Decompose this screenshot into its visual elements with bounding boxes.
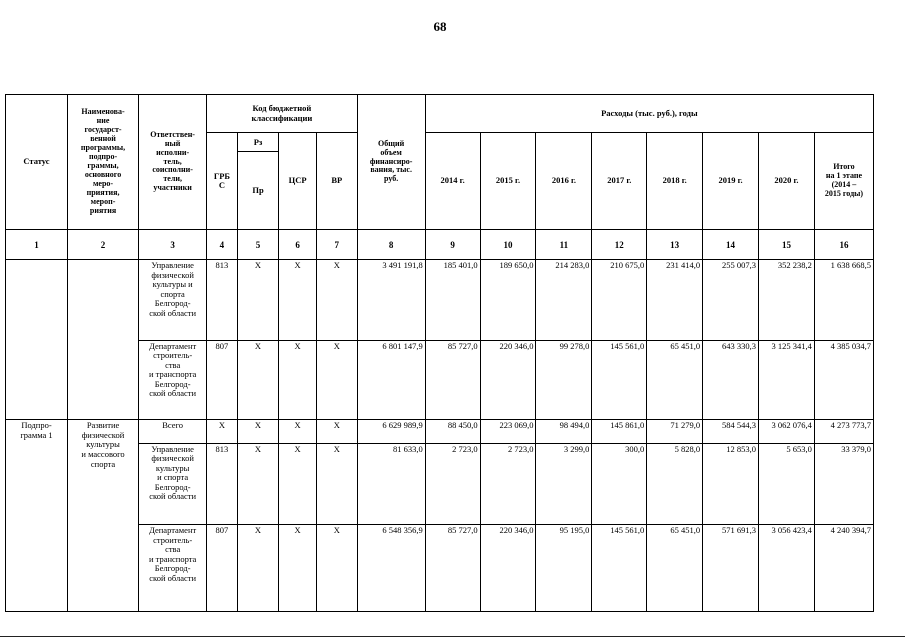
grbs-cell: Х: [207, 420, 237, 443]
pr-cell: Х: [237, 420, 279, 443]
text-line: ние: [96, 116, 110, 126]
executor-lines: [141, 261, 204, 318]
year-2019-cell: 12 853,0: [703, 443, 759, 525]
text-line: культуры: [155, 462, 190, 473]
year-2016-cell: 3 299,0: [536, 443, 592, 525]
text-line: Белгород-: [154, 563, 191, 574]
executor-lines: [141, 445, 204, 502]
year-2020-cell: 352 238,2: [759, 260, 815, 341]
vr-cell: Х: [316, 420, 357, 443]
status-cell-empty: [6, 260, 68, 420]
program-name-cell: [67, 420, 138, 612]
text-line: культуры: [86, 439, 120, 450]
header-status: Статус: [6, 95, 68, 230]
header-program-name: [67, 95, 138, 230]
col-number-12: 12: [592, 230, 647, 260]
table-row: [6, 260, 874, 341]
text-line: Развитие: [86, 420, 120, 431]
col-number-7: 7: [316, 230, 357, 260]
table-row: [6, 420, 874, 443]
executor-cell: [139, 525, 207, 612]
text-line: финансиро-: [369, 156, 413, 166]
text-line: Департамент: [149, 525, 197, 536]
text-line: объем: [380, 147, 402, 157]
header-program-name-lines: [70, 108, 136, 215]
header-pr: Пр: [237, 152, 279, 230]
year-2019-cell: 584 544,3: [703, 420, 759, 443]
text-line: ства: [165, 544, 181, 555]
year-2016-cell: 95 195,0: [536, 525, 592, 612]
grbs-cell: 813: [207, 443, 237, 525]
col-number-16: 16: [814, 230, 873, 260]
stage-total-cell: 4 385 034,7: [814, 340, 873, 420]
csr-cell: Х: [279, 443, 317, 525]
header-year-2016: 2016 г.: [536, 133, 592, 230]
csr-cell: Х: [279, 420, 317, 443]
col-number-9: 9: [425, 230, 480, 260]
pr-cell: Х: [237, 443, 279, 525]
header-csr: ЦСР: [279, 133, 317, 230]
header-expenses: Расходы (тыс. руб.), годы: [425, 95, 873, 133]
text-line: Ответствен-: [150, 129, 195, 139]
header-total: [357, 95, 425, 230]
text-line: граммы,: [87, 161, 119, 170]
page-number: 68: [433, 19, 447, 34]
text-line: мероп-: [90, 196, 116, 206]
text-line: Подпро-: [21, 420, 52, 431]
vr-cell: Х: [316, 260, 357, 341]
text-line: Итого: [833, 162, 855, 172]
status-lines: [8, 421, 65, 440]
executor-cell: [139, 260, 207, 341]
pr-cell: Х: [237, 525, 279, 612]
executor-lines: [141, 421, 204, 431]
program-name-lines: [70, 421, 136, 469]
text-line: участники: [153, 183, 192, 193]
header-stage-total: [814, 133, 873, 230]
text-line: руб.: [384, 174, 399, 184]
grbs-cell: 813: [207, 260, 237, 341]
text-line: и спорта: [157, 472, 189, 483]
text-line: ской области: [149, 388, 197, 399]
text-line: соисполни-: [152, 165, 193, 175]
text-line: и транспорта: [148, 553, 197, 564]
year-2014-cell: 88 450,0: [425, 420, 480, 443]
text-line: строитель-: [153, 534, 193, 545]
grbs-cell: 807: [207, 525, 237, 612]
text-line: меро-: [92, 178, 114, 188]
col-number-13: 13: [647, 230, 703, 260]
bottom-rule: [0, 636, 905, 637]
text-line: программы,: [80, 143, 126, 153]
year-2014-cell: 185 401,0: [425, 260, 480, 341]
year-2015-cell: 223 069,0: [480, 420, 536, 443]
header-year-2014: 2014 г.: [425, 133, 480, 230]
text-line: подпро-: [88, 152, 118, 162]
header-stage-total-lines: [817, 163, 871, 199]
program-name-cell-empty: [67, 260, 138, 420]
year-2020-cell: 3 056 423,4: [759, 525, 815, 612]
text-line: классификации: [251, 112, 313, 123]
col-number-3: 3: [139, 230, 207, 260]
header-rz: Рз: [237, 133, 279, 152]
executor-cell: [139, 443, 207, 525]
total-cell: 6 548 356,9: [357, 525, 425, 612]
year-2019-cell: 643 330,3: [703, 340, 759, 420]
year-2020-cell: 3 125 341,4: [759, 340, 815, 420]
year-2017-cell: 145 561,0: [592, 340, 647, 420]
year-2018-cell: 71 279,0: [647, 420, 703, 443]
grbs-cell: 807: [207, 340, 237, 420]
year-2018-cell: 65 451,0: [647, 340, 703, 420]
col-number-10: 10: [480, 230, 536, 260]
year-2020-cell: 5 653,0: [759, 443, 815, 525]
text-line: исполни-: [156, 147, 190, 157]
text-line: ства: [165, 359, 181, 370]
pr-cell: Х: [237, 340, 279, 420]
text-line: физической: [81, 429, 125, 440]
year-2014-cell: 2 723,0: [425, 443, 480, 525]
year-2019-cell: 571 691,3: [703, 525, 759, 612]
year-2015-cell: 2 723,0: [480, 443, 536, 525]
header-year-2018: 2018 г.: [647, 133, 703, 230]
col-number-8: 8: [357, 230, 425, 260]
executor-lines: [141, 526, 204, 583]
text-line: грамма 1: [20, 429, 53, 440]
col-number-6: 6: [279, 230, 317, 260]
total-cell: 6 629 989,9: [357, 420, 425, 443]
header-total-lines: [360, 140, 423, 185]
text-line: ской области: [149, 491, 197, 502]
text-line: Белгород-: [154, 481, 191, 492]
text-line: и массового: [81, 449, 125, 459]
text-line: основного: [84, 169, 122, 179]
text-line: Белгород-: [154, 298, 191, 309]
year-2018-cell: 65 451,0: [647, 525, 703, 612]
text-line: Код бюджетной: [252, 103, 312, 114]
text-line: Управление: [151, 443, 194, 454]
header-executor: [139, 95, 207, 230]
year-2017-cell: 210 675,0: [592, 260, 647, 341]
text-line: ской области: [149, 572, 197, 583]
year-2018-cell: 5 828,0: [647, 443, 703, 525]
executor-cell: [139, 420, 207, 443]
text-line: Департамент: [149, 340, 197, 351]
header-executor-lines: [141, 131, 204, 194]
text-line: ГРБ: [213, 170, 231, 181]
stage-total-cell: 1 638 668,5: [814, 260, 873, 341]
year-2020-cell: 3 062 076,4: [759, 420, 815, 443]
text-line: физической: [151, 269, 194, 280]
header-grbs: [207, 133, 237, 230]
text-line: и транспорта: [148, 369, 197, 380]
year-2016-cell: 214 283,0: [536, 260, 592, 341]
text-line: на 1 этапе: [825, 171, 863, 181]
csr-cell: Х: [279, 525, 317, 612]
text-line: спорта: [160, 288, 185, 299]
text-line: государст-: [84, 125, 122, 135]
vr-cell: Х: [316, 525, 357, 612]
stage-total-cell: 4 240 394,7: [814, 525, 873, 612]
header-year-2019: 2019 г.: [703, 133, 759, 230]
text-line: ской области: [149, 307, 197, 318]
text-line: (2014 –: [831, 180, 857, 190]
csr-cell: Х: [279, 340, 317, 420]
year-2014-cell: 85 727,0: [425, 340, 480, 420]
text-line: 2015 годы): [824, 189, 864, 199]
total-cell: 3 491 191,8: [357, 260, 425, 341]
header-year-2015: 2015 г.: [480, 133, 536, 230]
status-cell: [6, 420, 68, 612]
text-line: спорта: [90, 458, 116, 469]
year-2015-cell: 189 650,0: [480, 260, 536, 341]
col-number-2: 2: [67, 230, 138, 260]
text-line: Общий: [378, 138, 405, 148]
vr-cell: Х: [316, 340, 357, 420]
col-number-15: 15: [759, 230, 815, 260]
pr-cell: Х: [237, 260, 279, 341]
header-year-2017: 2017 г.: [592, 133, 647, 230]
year-2016-cell: 99 278,0: [536, 340, 592, 420]
year-2017-cell: 300,0: [592, 443, 647, 525]
year-2014-cell: 85 727,0: [425, 525, 480, 612]
vr-cell: Х: [316, 443, 357, 525]
text-line: Наименова-: [81, 107, 125, 117]
year-2016-cell: 98 494,0: [536, 420, 592, 443]
header-budget-code-lines: [209, 104, 354, 123]
header-year-2020: 2020 г.: [759, 133, 815, 230]
text-line: Управление: [151, 260, 194, 271]
total-cell: 6 801 147,9: [357, 340, 425, 420]
text-line: вания, тыс.: [370, 165, 412, 175]
text-line: ный: [164, 138, 181, 148]
text-line: культуры и: [152, 279, 193, 290]
year-2015-cell: 220 346,0: [480, 340, 536, 420]
header-vr: ВР: [316, 133, 357, 230]
year-2015-cell: 220 346,0: [480, 525, 536, 612]
text-line: Всего: [162, 420, 184, 431]
csr-cell: Х: [279, 260, 317, 341]
text-line: риятия: [89, 205, 117, 215]
text-line: С: [218, 180, 225, 191]
text-line: тели,: [163, 174, 182, 184]
executor-cell: [139, 340, 207, 420]
stage-total-cell: 33 379,0: [814, 443, 873, 525]
text-line: венной: [90, 134, 116, 144]
budget-table: [5, 94, 874, 612]
text-line: приятия,: [86, 187, 120, 197]
text-line: Белгород-: [154, 378, 191, 389]
header-grbs-lines: [209, 172, 234, 191]
total-cell: 81 633,0: [357, 443, 425, 525]
text-line: тель,: [163, 156, 182, 166]
stage-total-cell: 4 273 773,7: [814, 420, 873, 443]
col-number-5: 5: [237, 230, 279, 260]
header-budget-code: [207, 95, 357, 133]
col-number-14: 14: [703, 230, 759, 260]
year-2019-cell: 255 007,3: [703, 260, 759, 341]
text-line: физической: [151, 453, 194, 464]
executor-lines: [141, 342, 204, 399]
year-2018-cell: 231 414,0: [647, 260, 703, 341]
col-number-1: 1: [6, 230, 68, 260]
col-number-11: 11: [536, 230, 592, 260]
year-2017-cell: 145 861,0: [592, 420, 647, 443]
text-line: строитель-: [153, 350, 193, 361]
year-2017-cell: 145 561,0: [592, 525, 647, 612]
col-number-4: 4: [207, 230, 237, 260]
